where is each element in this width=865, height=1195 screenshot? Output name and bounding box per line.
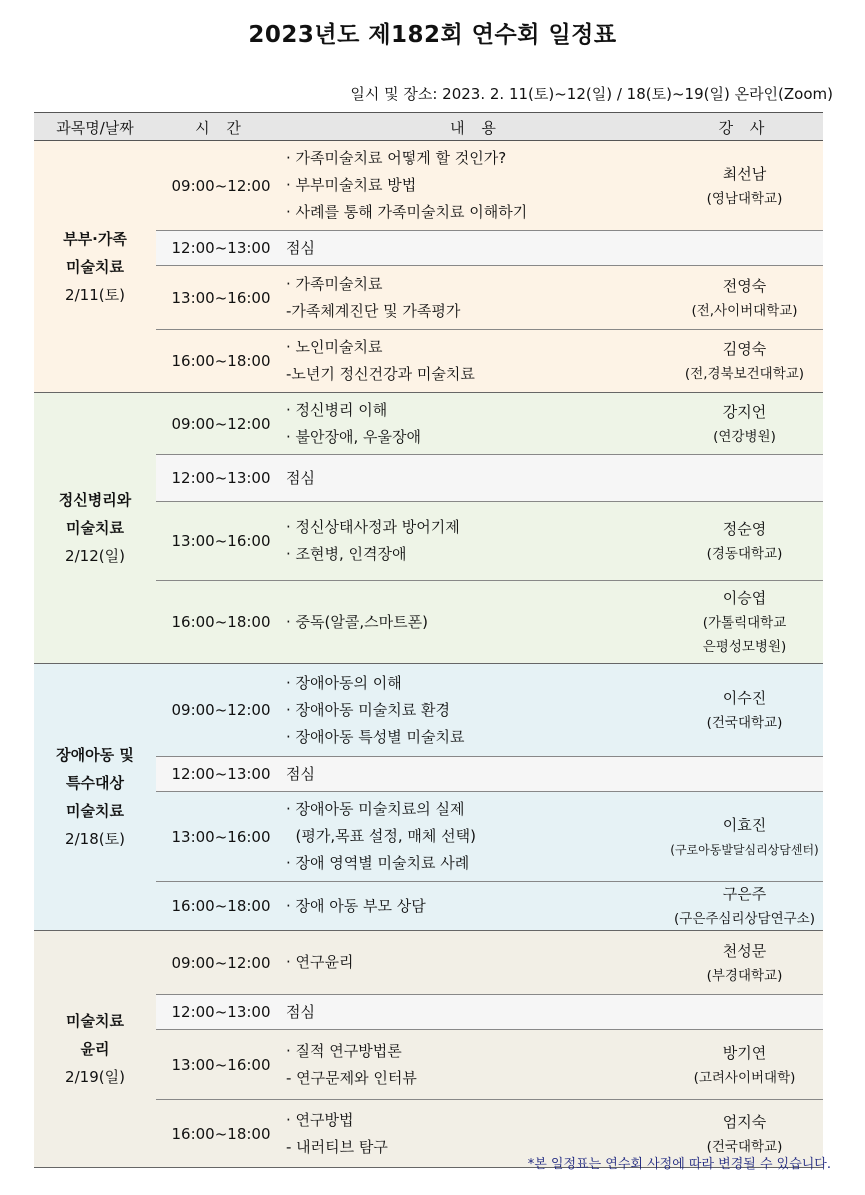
schedule-block [34,393,823,664]
content-line: · 장애 아동 부모 상담 [286,896,426,915]
content-line: 점심 [286,468,315,487]
session-time: 16:00~18:00 [171,1124,271,1143]
subject-name-line: 미술치료 [66,802,124,820]
content-line: -가족체계진단 및 가족평가 [286,301,461,320]
lecturer-affiliation: (고려사이버대학) [693,1069,796,1086]
lunch-row [156,231,823,266]
lecturer-affiliation: (경동대학교) [706,546,783,562]
lecturer-cell [666,931,823,994]
session-time: 12:00~13:00 [171,239,271,257]
lecturer-cell [666,581,823,663]
session-content [286,581,666,663]
session-time: 13:00~16:00 [171,1055,271,1074]
content-line: · 노인미술치료 [286,338,383,356]
content-line: · 정신병리 이해 [286,400,388,419]
session-time: 12:00~13:00 [171,765,271,783]
lunch-row [156,995,823,1030]
session-row [156,581,823,663]
content-line: · 가족미술치료 어떻게 할 것인가? [286,149,507,167]
lecturer-name: 강지언 [722,402,767,421]
session-content [286,882,666,930]
session-time: 09:00~12:00 [171,176,271,195]
header-content: 내 용 [450,119,502,137]
session-row [156,664,823,757]
lecturer-name: 이수진 [722,689,767,707]
content-line: · 중독(알콜,스마트폰) [286,612,428,631]
session-row [156,141,823,231]
session-time: 16:00~18:00 [171,613,271,631]
lecturer-affiliation: (전,경북보건대학교) [684,366,805,382]
lunch-row [156,455,823,502]
session-content [286,330,666,392]
session-content [286,995,666,1029]
lecturer-name: 이효진 [722,815,767,834]
session-row [156,502,823,581]
lecturer-affiliation: (건국대학교) [706,1138,783,1155]
header-subject: 과목명/날짜 [56,119,134,137]
session-row [156,330,823,392]
session-content [286,757,666,791]
lecturer-name: 방기연 [722,1043,767,1062]
session-row [156,792,823,882]
lecturer-name: 엄지숙 [722,1112,767,1131]
session-row [156,1030,823,1100]
subject-cell [34,931,156,1167]
schedule-table [34,112,823,1168]
lecturer-cell [666,141,823,230]
content-line: · 연구방법 [286,1110,354,1129]
session-rows [156,141,823,392]
session-content [286,141,666,230]
subject-name-line: 미술치료 [66,1012,124,1030]
session-time: 12:00~13:00 [171,1003,271,1021]
session-time: 09:00~12:00 [171,414,271,433]
header-time: 시 간 [195,119,247,137]
session-content [286,664,666,756]
session-content [286,266,666,329]
header-lecturer: 강 사 [718,119,771,137]
lecturer-name: 천성문 [722,941,767,960]
lecturer-affiliation: (가톨릭대학교 [702,615,787,631]
lecturer-cell [666,1030,823,1099]
schedule-block [34,931,823,1168]
content-line: · 사례를 통해 가족미술치료 이해하기 [286,203,528,221]
content-line: 점심 [286,764,315,783]
session-content [286,393,666,454]
lecturer-affiliation: (구로아동발달심리상담센터) [670,842,819,857]
session-content [286,792,666,881]
page-title: 2023년도 제182회 연수회 일정표 [248,22,617,48]
subject-cell [34,141,156,392]
content-line: - 내러티브 탐구 [286,1137,388,1156]
session-time: 09:00~12:00 [171,953,271,972]
content-line: · 조현병, 인격장애 [286,545,407,563]
session-content [286,931,666,994]
session-content [286,502,666,580]
session-content [286,455,666,501]
lecturer-cell [666,330,823,392]
lecturer-cell [666,792,823,881]
session-content [286,231,666,265]
schedule-block [34,664,823,931]
subject-date: 2/19(일) [65,1068,125,1086]
schedule-block [34,141,823,393]
lecturer-name: 이승엽 [722,589,767,607]
subject-date: 2/18(토) [65,830,125,848]
session-rows [156,393,823,663]
session-row [156,931,823,995]
session-row [156,266,823,330]
session-content [286,1030,666,1099]
content-line: - 연구문제와 인터뷰 [286,1068,417,1087]
session-time: 13:00~16:00 [171,288,271,307]
lecturer-affiliation: (부경대학교) [706,967,783,984]
subject-name-line: 미술치료 [66,519,124,537]
content-line: · 연구윤리 [286,953,354,971]
lecturer-name: 김영숙 [722,340,767,358]
lecturer-name: 정순영 [722,520,767,538]
session-rows [156,664,823,930]
subject-cell [34,664,156,930]
session-time: 13:00~16:00 [171,532,271,550]
lecturer-affiliation: (연강병원) [713,428,776,445]
session-time: 09:00~12:00 [171,701,271,719]
subject-date: 2/11(토) [65,285,125,304]
session-row [156,393,823,455]
lecturer-cell [666,882,823,930]
content-line: -노년기 정신건강과 미술치료 [286,365,475,383]
content-line: · 장애아동 미술치료 환경 [286,700,450,719]
lecturer-affiliation: (건국대학교) [706,715,783,731]
subject-name-line: 장애아동 및 [56,746,134,764]
table-header [34,112,823,141]
subject-name-line: 특수대상 [66,774,124,792]
lecturer-affiliation: (구은주심리상담연구소) [674,911,815,927]
subject-name-line: 정신병리와 [58,491,132,509]
content-line: · 장애아동의 이해 [286,673,402,692]
session-time: 12:00~13:00 [171,469,271,487]
lecturer-cell [666,664,823,756]
session-row [156,882,823,930]
content-line: 점심 [286,1002,315,1021]
lecturer-cell [666,393,823,454]
lecturer-name: 최선남 [722,164,767,183]
content-line: · 장애 영역별 미술치료 사례 [286,854,470,872]
lecturer-affiliation: (전,사이버대학교) [691,302,798,319]
content-line: · 질적 연구방법론 [286,1041,402,1060]
subject-name-line: 부부·가족 [63,229,127,248]
lunch-row [156,757,823,792]
subject-name-line: 미술치료 [66,257,124,276]
session-time: 16:00~18:00 [171,897,271,915]
content-line: · 가족미술치료 [286,274,383,293]
session-rows [156,931,823,1167]
lecturer-affiliation: (영남대학교) [706,190,783,207]
subject-name-line: 윤리 [80,1040,110,1058]
content-line: · 불안장애, 우울장애 [286,427,421,446]
session-time: 13:00~16:00 [171,827,271,846]
footnote: *본 일정표는 연수회 사정에 따라 변경될 수 있습니다. [527,1157,831,1172]
subject-date: 2/12(일) [65,547,125,565]
lecturer-cell [666,502,823,580]
content-line: · 장애아동 특성별 미술치료 [286,727,465,746]
lecturer-name: 전영숙 [722,276,767,295]
lecturer-affiliation: 은평성모병원) [702,639,787,655]
content-line: (평가,목표 설정, 매체 선택) [286,827,476,845]
subject-cell [34,393,156,663]
content-line: 점심 [286,238,315,257]
content-line: · 장애아동 미술치료의 실제 [286,800,465,818]
content-line: · 정신상태사정과 방어기제 [286,518,460,536]
schedule-info: 일시 및 장소: 2023. 2. 11(토)~12(일) / 18(토)~19(일) 온라인(Zoom) [350,85,833,103]
lecturer-name: 구은주 [722,885,767,903]
lecturer-cell [666,266,823,329]
content-line: · 부부미술치료 방법 [286,176,417,194]
session-time: 16:00~18:00 [171,352,271,370]
